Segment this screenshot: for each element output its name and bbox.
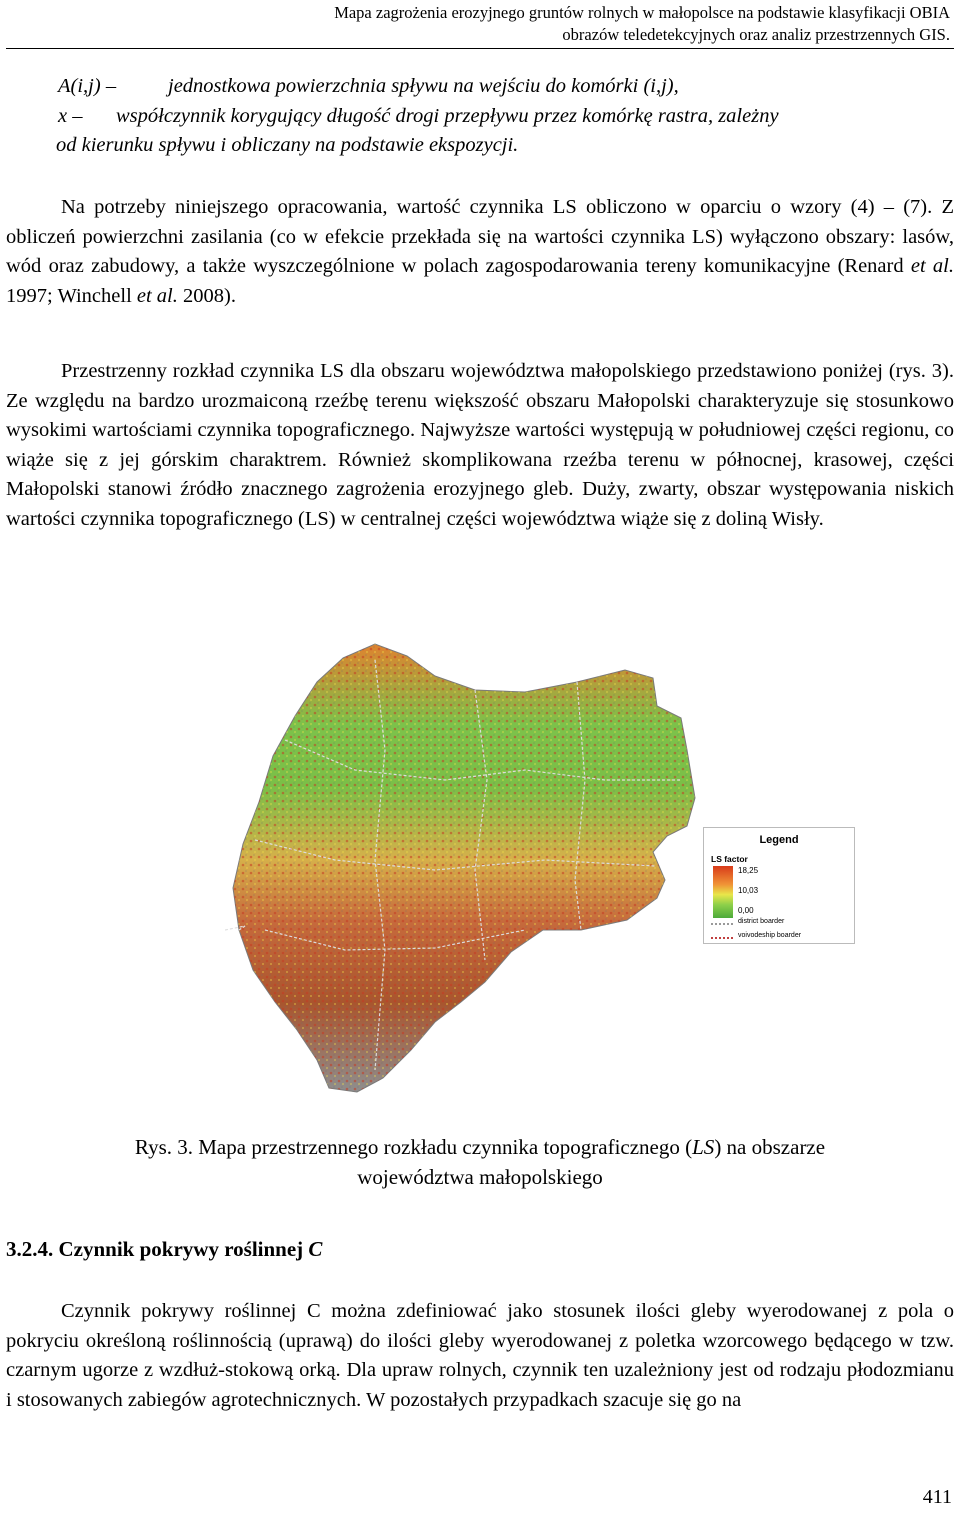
definition-term: A(i,j) –	[58, 75, 117, 97]
caption-text: ) na obszarze	[714, 1135, 826, 1159]
legend-color-ramp	[713, 866, 733, 918]
definition-item	[6, 102, 954, 132]
caption-line-2: województwa małopolskiego	[357, 1165, 603, 1189]
definition-item	[6, 131, 954, 161]
section-title: Czynnik pokrywy roślinnej	[58, 1237, 309, 1261]
legend-district-label: district boarder	[738, 918, 785, 925]
paragraph-text: 2008).	[177, 284, 236, 307]
legend-value-low: 0,00	[738, 906, 754, 915]
map-legend	[703, 827, 855, 944]
definition-text: od kierunku spływu i obliczany na podstawie ekspozycji.	[56, 134, 519, 156]
definition-text: jednostkowa powierzchnia spływu na wejściu do komórki (i,j),	[168, 75, 679, 97]
section-letter: C	[308, 1237, 323, 1261]
header-rule	[6, 48, 954, 49]
ls-factor-map	[225, 630, 763, 1100]
paragraph-c-factor: Czynnik pokrywy roślinnej C można zdefiniować jako stosunek ilości gleby wyerodowanej z pola o pokryciu określoną roślinnością (uprawą) do ilości gleby wyerodowanej z poletka wzorcowego będącego w tzw. czarnym ugorze z wzdłuż-stokową orką. Dla upraw rolnych, czynnik ten uzależniony jest od rodzaju płodozmianu i stosowanych zabiegów agrotechnicznych. W pozostałych przypadkach szacuje się go na	[6, 1300, 954, 1411]
paragraph-text: 1997; Winchell	[6, 284, 137, 307]
definitions-list	[6, 72, 954, 161]
definition-item	[6, 72, 954, 102]
voivodeship-border-symbol	[711, 937, 733, 939]
caption-ls: LS	[692, 1135, 715, 1159]
running-head-line-2: obrazów teledetekcyjnych oraz analiz przestrzennych GIS.	[562, 25, 950, 44]
running-head-line-1: Mapa zagrożenia erozyjnego gruntów rolnych w małopolsce na podstawie klasyfikacji OBIA	[334, 3, 950, 22]
legend-voivodeship-label: voivodeship boarder	[738, 932, 802, 939]
legend-value-mid: 10,03	[738, 886, 759, 895]
district-border-symbol	[711, 923, 733, 925]
section-number: 3.2.4.	[6, 1237, 54, 1261]
caption-text: Rys. 3. Mapa przestrzennego rozkładu czynnika topograficznego (	[134, 1135, 693, 1159]
page-number: 411	[922, 1486, 952, 1508]
legend-title: Legend	[759, 834, 799, 846]
definition-text: współczynnik korygujący długość drogi przepływu przez komórkę rastra, zależny	[116, 104, 779, 127]
figure-caption	[0, 1132, 960, 1192]
legend-value-high: 18,25	[738, 866, 759, 875]
section-heading	[6, 1237, 322, 1262]
running-head	[0, 2, 960, 46]
citation-etal: et al.	[136, 284, 178, 307]
definition-term: x –	[58, 104, 83, 127]
paragraph-text: Na potrzeby niniejszego opracowania, wartość czynnika LS obliczono w oparciu o wzory (4) – (7). Z obliczeń powierzchni zasilania (co w efekcie przekłada się na wartości czynnika LS) wyłączono obszary: lasów, wód oraz zabudowy, a także wyszczególnione w polach zagospodarowania tereny komunikacyjne (Renard	[6, 196, 954, 277]
paragraph-ls-distribution: Przestrzenny rozkład czynnika LS dla obszaru województwa małopolskiego przedstawiono poniżej (rys. 3). Ze względu na bardzo urozmaiconą rzeźbę terenu większość obszaru Małopolski charakteryzuje się stosunkowo wysokimi wartościami czynnika topograficznego. Najwyższe wartości występują w południowej części regionu, co wiąże się z jej górskim charaktrem. Również skomplikowana rzeźba terenu w północnej, krasowej, części Małopolski stanowi źródło znacznego zagrożenia erozyjnego gleb. Duży, zwarty, obszar występowania niskich wartości czynnika topograficznego (LS) w centralnej części województwa wiąże się z doliną Wisły.	[6, 360, 954, 530]
paragraph-ls-calculation	[6, 193, 954, 311]
citation-etal: et al.	[910, 255, 954, 277]
legend-factor-label: LS factor	[711, 854, 748, 864]
